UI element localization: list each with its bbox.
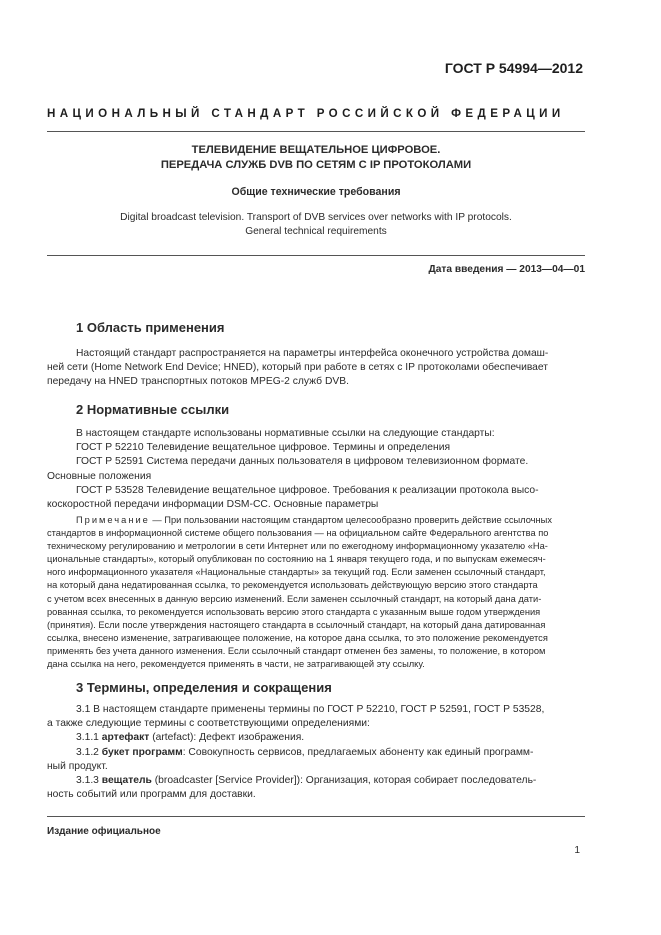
term-3-1-1: 3.1.1 артефакт (artefact): Дефект изображения. xyxy=(76,732,305,744)
footer-divider xyxy=(47,816,585,817)
note-line: применять без учета данного изменения. Если ссылочный стандарт отменен без замены, то положение, в котором xyxy=(47,645,546,656)
term-3-1-2: 3.1.2 букет программ: Совокупность сервисов, предлагаемых абоненту как единый программ- xyxy=(76,746,534,758)
national-standard-banner: НАЦИОНАЛЬНЫЙ СТАНДАРТ РОССИЙСКОЙ ФЕДЕРАЦИИ xyxy=(47,107,565,120)
term-name: артефакт xyxy=(101,732,150,744)
document-title xyxy=(47,143,585,173)
text-line: а также следующие термины с соответствующими определениями: xyxy=(47,718,370,730)
english-title xyxy=(47,211,585,239)
section-1-heading: 1 Область применения xyxy=(76,320,225,335)
title-line-2: ПЕРЕДАЧА СЛУЖБ DVB ПО СЕТЯМ С IP ПРОТОКОЛАМИ xyxy=(160,159,472,171)
note-line: с учетом всех внесенных в данную версию изменений. Если заменен ссылочный стандарт, на который дана дати- xyxy=(47,593,542,604)
term-name: вещатель xyxy=(101,775,152,787)
title-divider xyxy=(47,255,585,256)
text-line: Настоящий стандарт распространяется на параметры интерфейса оконечного устройства домаш- xyxy=(76,348,549,359)
note-label: Примечание xyxy=(76,515,150,525)
text-line: коскоростной передачи информации DSM-CC. Основные параметры xyxy=(47,499,379,511)
text-line: передачу на HNED транспортных потоков MPEG-2 служб DVB. xyxy=(47,376,349,388)
introduction-date: Дата введения — 2013—04—01 xyxy=(428,264,585,275)
note-line: Примечание — При пользовании настоящим стандартом целесообразно проверить действие ссылочных xyxy=(76,515,552,525)
english-title-line-2: General technical requirements xyxy=(245,226,387,237)
document-subtitle: Общие технические требования xyxy=(231,186,401,198)
text-line: ный продукт. xyxy=(47,760,108,772)
note-line: циональные стандарты», который опубликован по состоянию на 1 января текущего года, и по выпускам ежемесяч- xyxy=(47,554,546,565)
section-2-heading: 2 Нормативные ссылки xyxy=(76,402,230,417)
term-name: букет программ xyxy=(101,746,183,758)
header-divider xyxy=(47,131,585,132)
text-line: 3.1 В настоящем стандарте применены термины по ГОСТ Р 52210, ГОСТ Р 52591, ГОСТ Р 53528, xyxy=(76,704,545,715)
text-line: В настоящем стандарте использованы нормативные ссылки на следующие стандарты: xyxy=(76,428,495,439)
section-1-body xyxy=(47,347,585,390)
standard-number: ГОСТ Р 54994—2012 xyxy=(444,60,583,76)
text-line: ней сети (Home Network End Device; HNED), который при работе в сетях с IP протоколами обеспечивает xyxy=(47,362,549,374)
note-line: дана ссылка на него, рекомендуется применять в части, не затрагивающей эту ссылку. xyxy=(47,659,425,670)
note-line: (принятия). Если после утверждения настоящего стандарта в ссылочный стандарт, на который дана датированная xyxy=(47,619,546,630)
note-line: стандартов в информационной системе общего пользования — на официальном сайте Федерального агентства по xyxy=(47,528,549,539)
reference-gost-53528: ГОСТ Р 53528 Телевидение вещательное цифровое. Требования к реализации протокола высо- xyxy=(76,484,539,496)
text-line: Основные положения xyxy=(47,470,152,482)
note-line: техническому регулированию и метрологии в сети Интернет или по ежегодному информационному указателю «На- xyxy=(47,541,548,552)
note-line: рованная ссылка, то рекомендуется использовать версию этого стандарта с указанным выше годом утверждения xyxy=(47,606,541,617)
reference-gost-52591: ГОСТ Р 52591 Система передачи данных пользователя в цифровом телевизионном формате. xyxy=(76,456,529,468)
text-line: ность событий или программ для доставки. xyxy=(47,789,256,801)
section-3-heading: 3 Термины, определения и сокращения xyxy=(76,680,332,695)
note-line: на который дана недатированная ссылка, то рекомендуется использовать действующую версию этого стандарта xyxy=(47,580,538,591)
english-title-line-1: Digital broadcast television. Transport of DVB services over networks with IP protocols. xyxy=(120,212,512,223)
section-2-note xyxy=(47,514,585,671)
title-line-1: ТЕЛЕВИДЕНИЕ ВЕЩАТЕЛЬНОЕ ЦИФРОВОЕ. xyxy=(191,144,441,156)
section-2-body xyxy=(47,427,585,512)
page-number: 1 xyxy=(574,845,580,856)
reference-gost-52210: ГОСТ Р 52210 Телевидение вещательное цифровое. Термины и определения xyxy=(76,442,451,454)
section-3-body xyxy=(47,703,585,802)
term-3-1-3: 3.1.3 вещатель (broadcaster [Service Provider]): Организация, которая собирает последователь- xyxy=(76,775,537,787)
note-line: ссылка, внесено изменение, затрагивающее положение, на которое дана ссылка, то это положение рекомендуется xyxy=(47,632,548,643)
official-edition-label: Издание официальное xyxy=(47,826,161,837)
note-line: ного информационного указателя «Национальные стандарты» за текущий год. Если заменен ссылочный стандарт, xyxy=(47,567,546,578)
